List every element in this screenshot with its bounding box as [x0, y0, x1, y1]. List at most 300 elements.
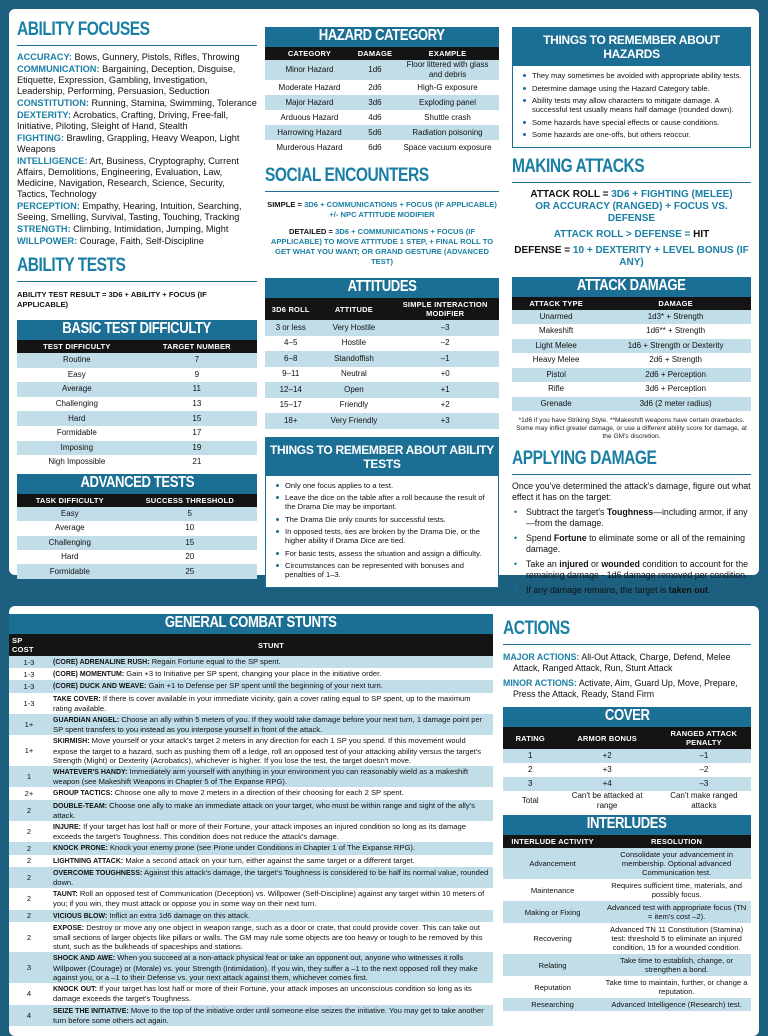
table-cell: +3	[558, 763, 657, 777]
table-cell: Nigh Impossible	[17, 455, 137, 470]
applying-damage-heading: APPLYING DAMAGE	[512, 448, 657, 470]
stunt-sp-cost: 1-3	[9, 680, 49, 692]
attack-damage-table	[512, 297, 751, 412]
table-cell: 18+	[265, 413, 316, 429]
stunt-name: GUARDIAN ANGEL:	[53, 717, 120, 725]
focus-entry	[17, 98, 257, 109]
cover-heading: COVER	[503, 707, 751, 727]
stunt-description	[49, 800, 493, 821]
table-cell: Can't make ranged attacks	[657, 791, 751, 811]
stunt-row	[9, 680, 493, 692]
stunt-row	[9, 714, 493, 735]
stunt-row	[9, 693, 493, 714]
table-cell: Can't be attacked at range	[558, 791, 657, 811]
table-cell: 2d6	[354, 80, 396, 95]
stunt-sp-cost: 2	[9, 910, 49, 922]
table-cell: Floor littered with glass and debris	[396, 60, 499, 80]
simple-social-formula: SIMPLE = 3D6 + COMMUNICATIONS + FOCUS (IF APPLICABLE) +/- NPC ATTITUDE MODIFIER	[267, 200, 497, 219]
table-cell: 15	[137, 411, 257, 426]
stunt-description	[49, 668, 493, 680]
focus-list-text: Bows, Gunnery, Pistols, Rifles, Throwing	[71, 52, 240, 62]
bullet-item: Leave the dice on the table after a roll because the result of the Drama Die may be important.	[274, 493, 490, 511]
column-middle	[265, 27, 499, 588]
stunt-sp-cost: 3	[9, 952, 49, 983]
table-row	[17, 455, 257, 470]
table-cell: Formidable	[17, 426, 137, 441]
table-cell: 13	[137, 397, 257, 412]
damage-step-text: to eliminate some or all of the remaining damage.	[526, 533, 746, 554]
stunt-description	[49, 1005, 493, 1026]
table-cell: Making or Fixing	[503, 901, 602, 923]
stunt-row	[9, 952, 493, 983]
table-cell: Take time to maintain, further, or change a reputation.	[602, 976, 751, 998]
table-cell: Requires sufficient time, materials, and possibly focus.	[602, 879, 751, 901]
stunt-description	[49, 952, 493, 983]
stunt-text: Against this attack's damage, the target's Toughness is considered to be half its normal value, rounded down.	[53, 867, 489, 888]
stunt-sp-cost: 4	[9, 983, 49, 1004]
stunt-text: Move yourself or your attack's target 2 meters in any direction for each 1 SP you spend. If this movement would expose the target to a hazard, such as pushing them off a ledge, roll an opposed test of your attacking ability versus the target's Strength (Might) or Dexterity (Acrobatics), whichever is higher. If you lose the test, the target doesn't move.	[53, 736, 482, 765]
stunt-name: DOUBLE-TEAM:	[53, 802, 108, 810]
table-row	[265, 110, 499, 125]
damage-step-text: If any damage remains, the target is	[526, 585, 669, 596]
table-cell: Space vacuum exposure	[396, 140, 499, 155]
damage-step	[512, 507, 751, 528]
table-cell: +2	[391, 398, 499, 414]
table-row	[17, 521, 257, 535]
table-cell: 2d6 + Strength	[600, 353, 751, 368]
table-row	[503, 954, 751, 976]
stunt-text: Gain +3 to Initiative per SP spent, changing your place in the initiative order.	[124, 669, 382, 679]
applying-damage-intro: Once you've determined the attack's damage, figure out what effect it has on the target:	[512, 481, 751, 502]
focus-ability-name: INTELLIGENCE:	[17, 156, 88, 166]
table-row	[512, 324, 751, 339]
actions-section	[503, 618, 751, 1011]
focus-entry	[17, 52, 257, 63]
damage-step-keyword: wounded	[601, 559, 640, 570]
stunt-name: TAKE COVER:	[53, 695, 101, 703]
table-cell: Hard	[17, 411, 137, 426]
table-cell: Routine	[17, 353, 137, 368]
table-row	[503, 998, 751, 1011]
column-header: STUNT	[49, 634, 493, 656]
attack-damage-note: *1d6 if you have Striking Style. **Makeshift weapons have certain drawbacks. Some may inflict greater damage, or use a different ability score for damage, at the GM's discretion.	[516, 417, 747, 440]
actions-heading: ACTIONS	[503, 618, 570, 639]
table-row	[17, 368, 257, 383]
combat-stunts-section	[9, 614, 493, 1026]
stunt-row	[9, 668, 493, 680]
interludes-heading: INTERLUDES	[503, 815, 751, 835]
attack-damage-heading: ATTACK DAMAGE	[512, 277, 751, 297]
stunt-sp-cost: 4	[9, 1005, 49, 1026]
damage-step-text: or	[588, 559, 602, 570]
table-cell: –2	[391, 336, 499, 352]
table-row	[265, 382, 499, 398]
table-cell: Makeshift	[512, 324, 600, 339]
bottom-reference-panel	[9, 606, 759, 1036]
table-cell: Easy	[17, 368, 137, 383]
stunt-sp-cost: 2	[9, 888, 49, 909]
stunt-text: Inflict an extra 1d6 damage on this attack.	[107, 910, 251, 920]
bullet-item: Ability tests may allow characters to mitigate damage. A successful test usually means half damage (rounded down).	[521, 96, 742, 114]
stunt-row	[9, 842, 493, 854]
hazard-category-heading: HAZARD CATEGORY	[265, 27, 499, 47]
remember-hazards-heading: THINGS TO REMEMBER ABOUT HAZARDS	[513, 28, 750, 66]
stunt-row	[9, 888, 493, 909]
column-header: SIMPLE INTERACTION MODIFIER	[391, 298, 499, 320]
table-cell: 11	[137, 382, 257, 397]
table-cell: 3d6 (2 meter radius)	[600, 397, 751, 412]
stunt-row	[9, 867, 493, 888]
stunt-sp-cost: 2	[9, 922, 49, 953]
stunt-sp-cost: 2	[9, 867, 49, 888]
bullet-item: Circumstances can be represented with bonuses and penalties of 1–3.	[274, 561, 490, 579]
focus-list-text: Running, Stamina, Swimming, Tolerance	[88, 98, 257, 108]
table-row	[265, 320, 499, 336]
stunt-text: Regain Fortune equal to the SP spent.	[149, 657, 281, 666]
table-row	[503, 777, 751, 791]
table-cell: Rifle	[512, 382, 600, 397]
table-cell: +4	[558, 777, 657, 791]
focus-list-text: Acrobatics, Crafting, Driving, Free-fall, Initiative, Piloting, Sleight of Hand, Stealth	[17, 110, 229, 131]
stunt-name: SEIZE THE INITIATIVE:	[53, 1007, 129, 1015]
stunt-text: If your target has lost half or more of their Fortune, your attack imposes an unconscious condition so long as its damage exceeds the target's Toughness.	[53, 984, 472, 1004]
stunt-text: When you succeed at a non-attack physical feat or take an opponent out, anyone who witnesses it rolls Willpower (Courage) or (Morale) vs. your Strength (Intimidation). If you win, they suffer a –1 to the next opposed roll they make against you, or a –1 to their Defense vs. your next attack against them, whichever comes first.	[53, 953, 478, 982]
column-right	[512, 27, 751, 601]
table-cell: 2d6 + Perception	[600, 368, 751, 383]
stunt-text: If your target has lost half or more of their Fortune, your attack imposes an injured condition so long as its damage exceeds the target's Toughness. This condition does not reduce the attack's damage.	[53, 822, 466, 842]
stunt-text: Choose one ally to make an immediate attack on your target, who must be within range and sight of the ally's attack.	[53, 800, 475, 820]
table-row	[512, 397, 751, 412]
column-header: 3D6 ROLL	[265, 298, 316, 320]
stunt-sp-cost: 1-3	[9, 668, 49, 680]
table-cell: 20	[123, 550, 257, 564]
damage-step	[512, 533, 751, 554]
table-cell: 10	[123, 521, 257, 535]
table-cell: Neutral	[316, 367, 391, 383]
basic-test-difficulty-table	[17, 340, 257, 470]
table-cell: Pistol	[512, 368, 600, 383]
column-header: ATTITUDE	[316, 298, 391, 320]
column-header: ATTACK TYPE	[512, 297, 600, 310]
table-row	[503, 976, 751, 998]
stunt-sp-cost: 2+	[9, 787, 49, 799]
table-cell: 6d6	[354, 140, 396, 155]
table-row	[17, 564, 257, 578]
table-row	[503, 901, 751, 923]
table-cell: Imposing	[17, 441, 137, 456]
table-row	[503, 749, 751, 763]
major-actions: MAJOR ACTIONS: All-Out Attack, Charge, Defend, Melee Attack, Ranged Attack, Run, Stunt Attack	[503, 652, 731, 673]
stunt-description	[49, 888, 493, 909]
remember-hazards-box	[512, 27, 751, 148]
stunt-description	[49, 867, 493, 888]
bullet-item: They may sometimes be avoided with appropriate ability tests.	[521, 71, 742, 80]
stunt-name: (CORE) ADRENALINE RUSH:	[53, 659, 150, 666]
table-row	[265, 125, 499, 140]
focus-ability-name: FIGHTING:	[17, 133, 64, 143]
stunt-description	[49, 855, 493, 867]
focus-entry	[17, 110, 257, 132]
bullet-item: Only one focus applies to a test.	[274, 481, 490, 490]
stunt-row	[9, 821, 493, 842]
table-row	[512, 368, 751, 383]
stunt-name: (CORE) DUCK AND WEAVE:	[53, 683, 147, 691]
attitudes-table	[265, 298, 499, 429]
stunt-name: INJURE:	[53, 824, 82, 832]
table-cell: 15–17	[265, 398, 316, 414]
top-reference-panel	[9, 9, 759, 596]
table-cell: –3	[657, 777, 751, 791]
damage-step-text: condition to account for the remaining damage - 1d6 damage removed per condition.	[526, 559, 748, 580]
table-cell: 1d6	[354, 60, 396, 80]
table-cell: Recovering	[503, 923, 602, 954]
table-cell: +3	[391, 413, 499, 429]
damage-step-text: Subtract the target's	[526, 507, 607, 518]
column-header: RESOLUTION	[602, 835, 751, 848]
table-cell: Moderate Hazard	[265, 80, 354, 95]
table-cell: Total	[503, 791, 558, 811]
stunt-description	[49, 910, 493, 922]
table-row	[17, 441, 257, 456]
stunt-row	[9, 766, 493, 787]
table-row	[265, 351, 499, 367]
table-cell: 4d6	[354, 110, 396, 125]
focus-ability-name: WILLPOWER:	[17, 236, 78, 246]
remember-ability-tests-heading: THINGS TO REMEMBER ABOUT ABILITY TESTS	[266, 438, 498, 476]
table-cell: High-G exposure	[396, 80, 499, 95]
stunt-row	[9, 787, 493, 799]
table-cell: –2	[657, 763, 751, 777]
column-header: CATEGORY	[265, 47, 354, 60]
table-row	[17, 397, 257, 412]
table-row	[17, 382, 257, 397]
stunt-name: SKIRMISH:	[53, 738, 90, 746]
column-header: RATING	[503, 727, 558, 749]
stunt-text: Gain +1 to Defense per SP spent until the beginning of your next turn.	[146, 681, 383, 691]
combat-stunts-table	[9, 634, 493, 1026]
table-cell: Minor Hazard	[265, 60, 354, 80]
table-row	[503, 848, 751, 879]
stunt-row	[9, 983, 493, 1004]
table-cell: Advanced TN 11 Constitution (Stamina) test: threshold 5 to eliminate an injured condition, 15 for a wounded condition.	[602, 923, 751, 954]
stunt-name: TAUNT:	[53, 891, 78, 899]
table-cell: Murderous Hazard	[265, 140, 354, 155]
table-cell: 5	[123, 507, 257, 521]
table-row	[503, 879, 751, 901]
stunt-sp-cost: 1-3	[9, 693, 49, 714]
table-cell: Friendly	[316, 398, 391, 414]
social-encounters-heading: SOCIAL ENCOUNTERS	[265, 165, 429, 186]
table-cell: Easy	[17, 507, 123, 521]
focus-entry	[17, 201, 257, 223]
table-cell: 3 or less	[265, 320, 316, 336]
stunt-row	[9, 910, 493, 922]
bullet-item: The Drama Die only counts for successful tests.	[274, 515, 490, 524]
stunt-description	[49, 766, 493, 787]
focus-list-text: Art, Business, Cryptography, Current Affairs, Demolitions, Engineering, Evaluation, Law, Medicine, Navigation, Research, Science, Security, Tactics, Technology	[17, 156, 239, 199]
stunt-description	[49, 842, 493, 854]
stunt-name: VICIOUS BLOW:	[53, 912, 108, 920]
table-cell: –1	[657, 749, 751, 763]
focus-entry	[17, 133, 257, 155]
stunt-name: GROUP TACTICS:	[53, 790, 113, 798]
focus-ability-name: CONSTITUTION:	[17, 98, 89, 108]
table-cell: Harrowing Hazard	[265, 125, 354, 140]
focus-ability-name: COMMUNICATION:	[17, 64, 100, 74]
stunt-name: EXPOSE:	[53, 924, 85, 932]
stunt-description	[49, 821, 493, 842]
table-cell: 15	[123, 536, 257, 550]
table-row	[265, 95, 499, 110]
stunt-text: Knock your enemy prone (see Prone under Conditions in Chapter 1 of The Expanse RPG).	[107, 843, 415, 853]
stunt-row	[9, 800, 493, 821]
focus-list-text: Bargaining, Deception, Disguise, Etiquette, Expression, Gambling, Investigation, Leadership, Performing, Persuasion, Seduction	[17, 64, 236, 96]
stunt-text: Choose one ally to move 2 meters in a direction of their choosing for each 2 SP spent.	[112, 788, 404, 798]
focus-list-text: Courage, Faith, Self-Discipline	[77, 236, 204, 246]
damage-step	[512, 559, 751, 580]
focus-ability-name: ACCURACY:	[17, 52, 72, 62]
damage-step-keyword: injured	[559, 559, 589, 570]
stunt-name: KNOCK OUT:	[53, 986, 97, 994]
column-header: INTERLUDE ACTIVITY	[503, 835, 602, 848]
remember-ability-tests-box	[265, 437, 499, 588]
stunt-sp-cost: 1-3	[9, 656, 49, 668]
focus-ability-name: STRENGTH:	[17, 224, 71, 234]
table-row	[17, 507, 257, 521]
focus-entry	[17, 236, 257, 247]
focus-ability-name: PERCEPTION:	[17, 201, 80, 211]
stunt-description	[49, 680, 493, 692]
bullet-item: In opposed tests, ties are broken by the Drama Die, or the higher ability if Drama Dice are tied.	[274, 527, 490, 545]
stunt-sp-cost: 2	[9, 821, 49, 842]
column-header: DAMAGE	[354, 47, 396, 60]
hit-rule: ATTACK ROLL > DEFENSE = HIT	[553, 228, 710, 240]
column-header: SUCCESS THRESHOLD	[123, 494, 257, 507]
table-cell: Unarmed	[512, 310, 600, 325]
table-cell: Shuttle crash	[396, 110, 499, 125]
damage-step-text: Spend	[526, 533, 554, 544]
table-row	[265, 336, 499, 352]
table-cell: 3d6 + Perception	[600, 382, 751, 397]
cover-table	[503, 727, 751, 811]
focus-list-text: Empathy, Hearing, Intuition, Searching, Seeing, Smelling, Survival, Tasting, Touching, Tracking	[17, 201, 242, 222]
detailed-social-formula: DETAILED = 3D6 + COMMUNICATIONS + FOCUS (IF APPLICABLE) TO MOVE ATTITUDE 1 STEP, + FINAL ROLL TO GET WHAT YOU WANT; OR GRAND GESTURE (ADVANCED TEST)	[270, 227, 494, 266]
table-row	[17, 426, 257, 441]
table-cell: 1d6** + Strength	[600, 324, 751, 339]
column-header: RANGED ATTACK PENALTY	[657, 727, 751, 749]
table-cell: 12–14	[265, 382, 316, 398]
column-header: EXAMPLE	[396, 47, 499, 60]
table-cell: 1	[503, 749, 558, 763]
table-cell: Reputation	[503, 976, 602, 998]
advanced-tests-table	[17, 494, 257, 579]
stunt-row	[9, 922, 493, 953]
stunt-text: Make a second attack on your turn, either against the same target or a different target.	[123, 855, 415, 865]
table-row	[265, 80, 499, 95]
defense-formula: DEFENSE = 10 + DEXTERITY + LEVEL BONUS (IF ANY)	[514, 244, 749, 268]
table-cell: –1	[391, 351, 499, 367]
table-cell: Consolidate your advancement in membership. Optional advanced Communication test.	[602, 848, 751, 879]
table-cell: Very Friendly	[316, 413, 391, 429]
table-row	[503, 763, 751, 777]
focus-entry	[17, 224, 257, 235]
table-cell: Exploding panel	[396, 95, 499, 110]
table-cell: 17	[137, 426, 257, 441]
stunt-name: OVERCOME TOUGHNESS:	[53, 869, 143, 877]
stunt-name: LIGHTNING ATTACK:	[53, 857, 124, 865]
column-header: SP COST	[9, 634, 49, 656]
interludes-table	[503, 835, 751, 1011]
table-row	[512, 310, 751, 325]
focus-list-text: Climbing, Intimidation, Jumping, Might	[70, 224, 229, 234]
ability-focuses-list	[17, 52, 257, 247]
table-row	[17, 536, 257, 550]
focus-ability-name: DEXTERITY:	[17, 110, 71, 120]
table-cell: 25	[123, 564, 257, 578]
table-cell: Grenade	[512, 397, 600, 412]
focus-entry	[17, 156, 257, 200]
column-header: TASK DIFFICULTY	[17, 494, 123, 507]
table-cell: Maintenance	[503, 879, 602, 901]
table-cell: Heavy Melee	[512, 353, 600, 368]
table-row	[265, 140, 499, 155]
table-row	[265, 398, 499, 414]
table-row	[512, 382, 751, 397]
table-cell: 4–5	[265, 336, 316, 352]
table-cell: 19	[137, 441, 257, 456]
focus-entry	[17, 64, 257, 97]
damage-step-text: Take an	[526, 559, 560, 570]
table-row	[265, 413, 499, 429]
table-cell: 7	[137, 353, 257, 368]
table-cell: Hostile	[316, 336, 391, 352]
damage-step-keyword: taken out	[668, 585, 708, 596]
stunt-description	[49, 787, 493, 799]
table-cell: Standoffish	[316, 351, 391, 367]
table-cell: Relating	[503, 954, 602, 976]
table-cell: 6–8	[265, 351, 316, 367]
ability-tests-heading: ABILITY TESTS	[17, 255, 126, 276]
damage-step-keyword: Toughness	[606, 507, 654, 518]
stunt-name: SHOCK AND AWE:	[53, 955, 116, 963]
table-cell: Open	[316, 382, 391, 398]
bullet-item: For basic tests, assess the situation and assign a difficulty.	[274, 549, 490, 558]
combat-stunts-heading: GENERAL COMBAT STUNTS	[9, 614, 493, 634]
attitudes-heading: ATTITUDES	[265, 278, 499, 298]
table-cell: 3d6	[354, 95, 396, 110]
table-row	[265, 367, 499, 383]
ability-test-formula: ABILITY TEST RESULT = 3D6 + ABILITY + FOCUS (IF APPLICABLE)	[17, 290, 207, 309]
stunt-description	[49, 656, 493, 668]
attack-roll-formula-continued: OR ACCURACY (RANGED) + FOCUS VS. DEFENSE	[535, 200, 728, 224]
table-cell: 1d6 + Strength or Dexterity	[600, 339, 751, 354]
column-header: TEST DIFFICULTY	[17, 340, 137, 353]
table-cell: Take time to establish, change, or strengthen a bond.	[602, 954, 751, 976]
table-cell: Challenging	[17, 397, 137, 412]
table-row	[512, 339, 751, 354]
table-cell: 5d6	[354, 125, 396, 140]
making-attacks-heading: MAKING ATTACKS	[512, 155, 645, 177]
stunt-text: Choose an ally within 5 meters of you. If they would take damage before your next turn, 1 damage point per SP spent transfers to you instead as you interpose yourself in front of the attack.	[53, 715, 483, 735]
table-row	[503, 791, 751, 811]
hazard-category-table	[265, 47, 499, 155]
table-row	[17, 411, 257, 426]
stunt-name: KNOCK PRONE:	[53, 845, 108, 853]
stunt-sp-cost: 2	[9, 855, 49, 867]
stunt-sp-cost: 1+	[9, 735, 49, 766]
bullet-item: Determine damage using the Hazard Category table.	[521, 84, 742, 93]
table-row	[17, 353, 257, 368]
